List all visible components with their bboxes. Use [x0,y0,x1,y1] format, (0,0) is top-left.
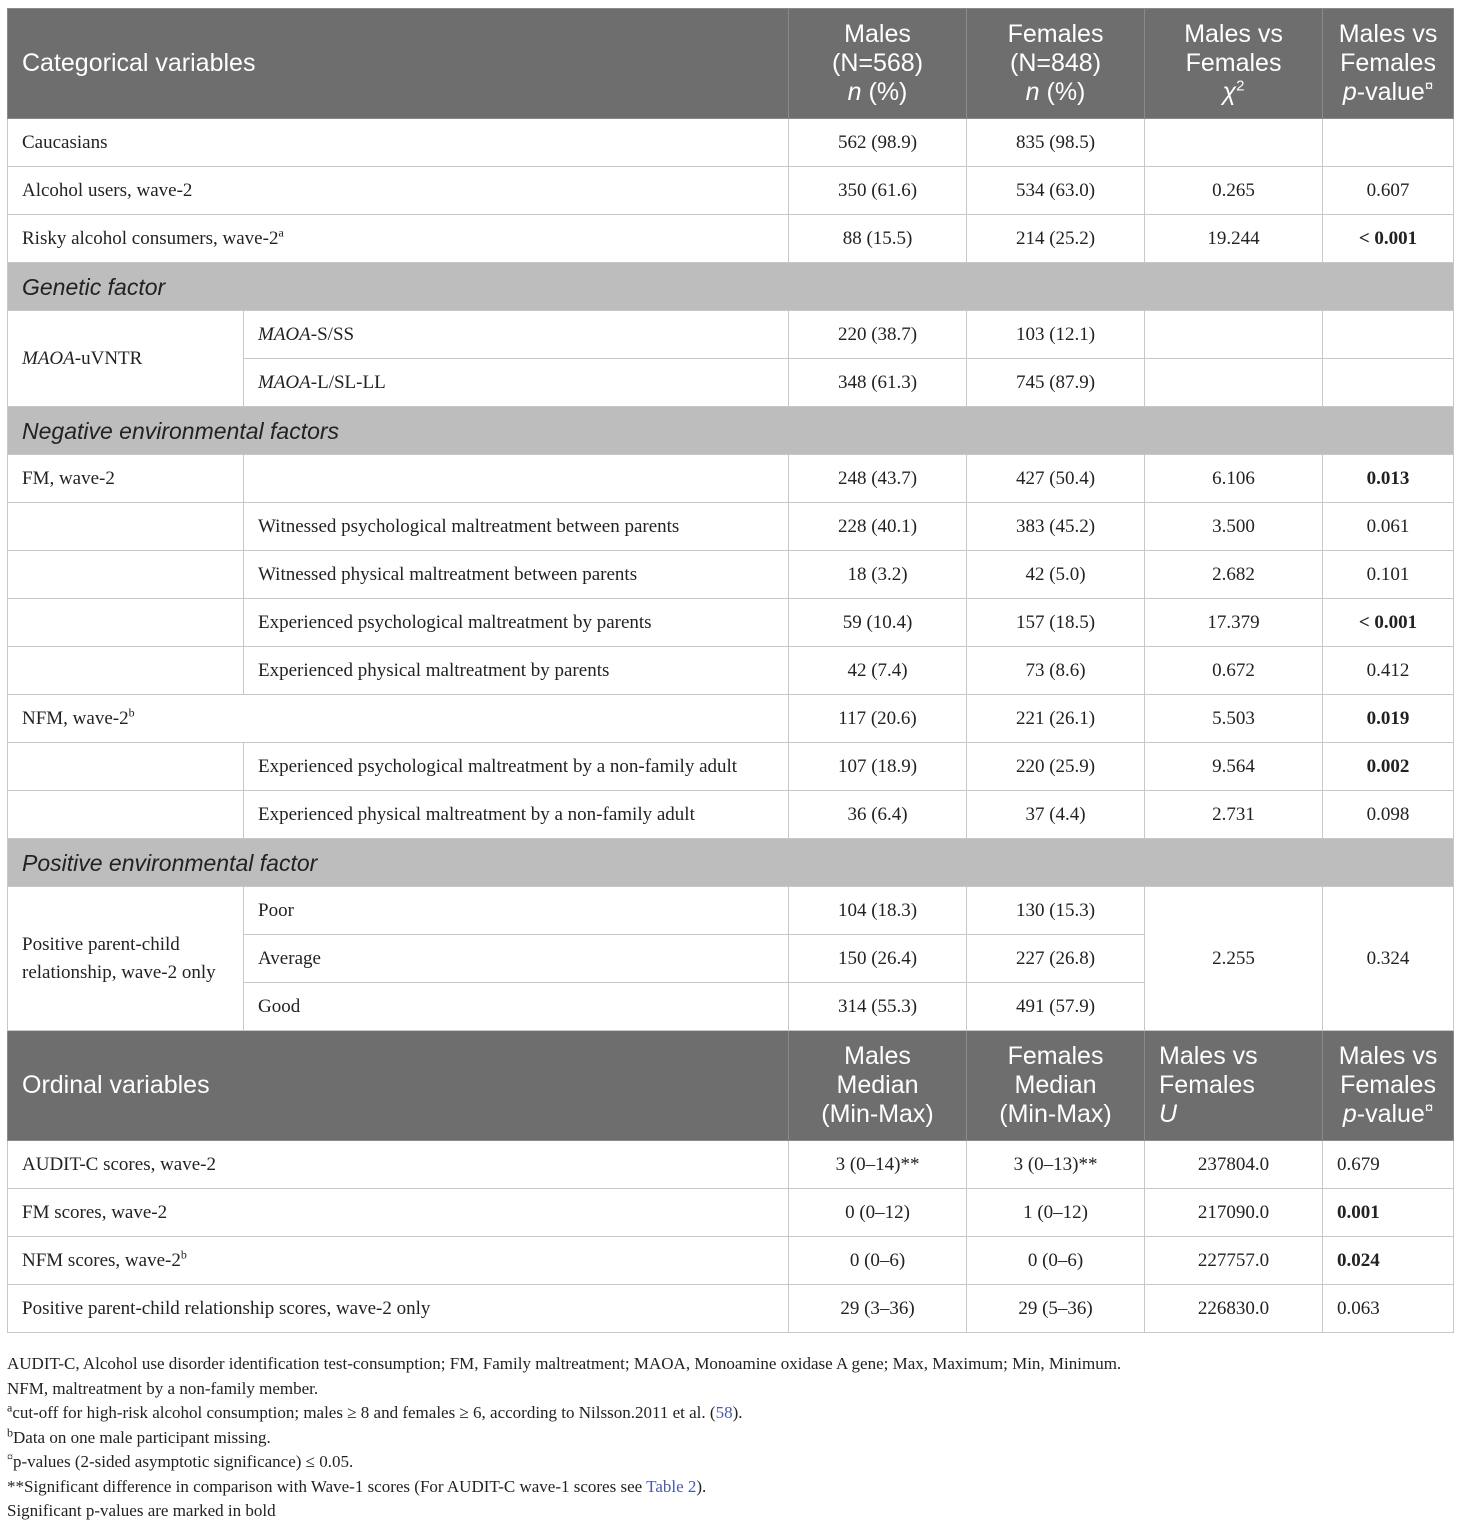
table-row [8,695,1454,743]
females-value: 835 (98.5) [967,119,1145,167]
males-value: 220 (38.7) [789,311,967,359]
p-value: 0.679 [1323,1141,1454,1189]
statistic-value: 3.500 [1145,503,1323,551]
p-value: 0.324 [1323,887,1454,1031]
p-value [1323,311,1454,359]
males-median-header: Males Median (Min-Max) [789,1031,967,1141]
table-row [8,1237,1454,1285]
statistic-value: 217090.0 [1145,1189,1323,1237]
males-value: 107 (18.9) [789,743,967,791]
females-value: 221 (26.1) [967,695,1145,743]
females-value: 42 (5.0) [967,551,1145,599]
section-row-negative [8,407,1454,455]
sub-label: Witnessed psychological maltreatment between parents [244,503,789,551]
females-value: 103 (12.1) [967,311,1145,359]
males-value: 29 (3–36) [789,1285,967,1333]
statistic-value: 5.503 [1145,695,1323,743]
chi-square-header: Males vs Females $\chi^2$ [1145,9,1323,119]
table-row [8,119,1454,167]
row-label: AUDIT-C scores, wave-2 [8,1141,789,1189]
females-value: 3 (0–13)** [967,1141,1145,1189]
p-value-header: Males vs Females p-value¤ [1323,1031,1454,1141]
statistic-value: 2.255 [1145,887,1323,1031]
table-row [8,887,1454,935]
row-label [8,503,244,551]
p-value [1323,119,1454,167]
section-title: Negative environmental factors [8,407,1454,455]
row-label [8,551,244,599]
sub-label: Experienced psychological maltreatment by a non-family adult [244,743,789,791]
section-title: Genetic factor [8,263,1454,311]
p-value: 0.063 [1323,1285,1454,1333]
table-row [8,743,1454,791]
sub-label: MAOA-S/SS [244,311,789,359]
p-value: < 0.001 [1323,599,1454,647]
statistic-value: 0.265 [1145,167,1323,215]
row-label: Caucasians [8,119,789,167]
row-label [8,599,244,647]
sub-label [244,455,789,503]
sub-label: Poor [244,887,789,935]
categorical-variables-heading: Categorical variables [8,9,789,119]
p-value: 0.013 [1323,455,1454,503]
table-row [8,215,1454,263]
females-value: 157 (18.5) [967,599,1145,647]
males-value: 3 (0–14)** [789,1141,967,1189]
row-label [8,791,244,839]
p-value: < 0.001 [1323,215,1454,263]
statistic-value: 227757.0 [1145,1237,1323,1285]
p-value: 0.061 [1323,503,1454,551]
p-value-header: Males vs Females p-value¤ [1323,9,1454,119]
ordinal-header-row [8,1031,1454,1141]
row-label: Alcohol users, wave-2 [8,167,789,215]
statistic-value: 6.106 [1145,455,1323,503]
table-row [8,1189,1454,1237]
footnote-nfm: NFM, maltreatment by a non-family member. [7,1378,319,1398]
statistic-value [1145,311,1323,359]
sub-label: Good [244,983,789,1031]
table-row [8,503,1454,551]
males-value: 348 (61.3) [789,359,967,407]
row-label: NFM, wave-2$^b$ [8,695,789,743]
females-median-header: Females Median (Min-Max) [967,1031,1145,1141]
section-row-positive [8,839,1454,887]
row-label [8,647,244,695]
table-row [8,311,1454,359]
section-row-genetic [8,263,1454,311]
footnote-double-asterisk: **Significant difference in comparison with Wave-1 scores (For AUDIT-C wave-1 scores see Table 2). [7,1476,707,1496]
section-title: Positive environmental factor [8,839,1454,887]
sub-label: MAOA-L/SL-LL [244,359,789,407]
p-value: 0.101 [1323,551,1454,599]
males-value: 104 (18.3) [789,887,967,935]
row-label: MAOA-uVNTR [8,311,244,407]
p-value: 0.098 [1323,791,1454,839]
row-label: Risky alcohol consumers, wave-2$^a$ [8,215,789,263]
categorical-header-row [8,9,1454,119]
females-value: 227 (26.8) [967,935,1145,983]
results-table [7,8,1454,1333]
table-row [8,1141,1454,1189]
females-value: 37 (4.4) [967,791,1145,839]
females-value: 214 (25.2) [967,215,1145,263]
statistic-value: 17.379 [1145,599,1323,647]
females-n-header: Females (N=848) n (%) [967,9,1145,119]
males-value: 117 (20.6) [789,695,967,743]
males-value: 350 (61.6) [789,167,967,215]
table-row [8,551,1454,599]
females-value: 220 (25.9) [967,743,1145,791]
males-value: 228 (40.1) [789,503,967,551]
statistic-value: 237804.0 [1145,1141,1323,1189]
females-value: 73 (8.6) [967,647,1145,695]
sub-label: Witnessed physical maltreatment between parents [244,551,789,599]
statistic-value: 2.731 [1145,791,1323,839]
table-row [8,599,1454,647]
sub-label: Experienced psychological maltreatment by parents [244,599,789,647]
reference-link[interactable]: 58 [715,1403,733,1422]
males-value: 88 (15.5) [789,215,967,263]
males-n-header: Males (N=568) n (%) [789,9,967,119]
sub-label: Average [244,935,789,983]
row-label: NFM scores, wave-2$^b$ [8,1237,789,1285]
table-row [8,167,1454,215]
males-value: 150 (26.4) [789,935,967,983]
females-value: 130 (15.3) [967,887,1145,935]
females-value: 1 (0–12) [967,1189,1145,1237]
p-value: 0.019 [1323,695,1454,743]
footnote-a: $^a$cut-off for high-risk alcohol consumption; males ≥ 8 and females ≥ 6, according to Nilsson.2011 et al. (58). [7,1400,743,1422]
p-value: 0.412 [1323,647,1454,695]
row-label: Positive parent-child relationship scores, wave-2 only [8,1285,789,1333]
sub-label: Experienced physical maltreatment by parents [244,647,789,695]
row-label: Positive parent-child relationship, wave-2 only [8,887,244,1031]
p-value: 0.607 [1323,167,1454,215]
table-2-link[interactable]: Table 2 [646,1476,697,1496]
females-value: 0 (0–6) [967,1237,1145,1285]
statistic-value: 0.672 [1145,647,1323,695]
footnote-currency: ¤p-values (2-sided asymptotic significance) ≤ 0.05. [7,1449,354,1471]
p-value: 0.001 [1323,1189,1454,1237]
males-value: 0 (0–6) [789,1237,967,1285]
u-statistic-header: Males vs Females U [1145,1031,1323,1141]
footnote-bold: Significant p-values are marked in bold [7,1501,276,1520]
footnote-abbreviations: AUDIT-C, Alcohol use disorder identification test-consumption; FM, Family maltreatment; MAOA, Monoamine oxidase A gene; Max, Maximum; Min, Minimum. [7,1354,1122,1373]
males-value: 314 (55.3) [789,983,967,1031]
ordinal-variables-heading: Ordinal variables [8,1031,789,1141]
males-value: 562 (98.9) [789,119,967,167]
row-label: FM, wave-2 [8,455,244,503]
statistic-value: 226830.0 [1145,1285,1323,1333]
statistic-value [1145,359,1323,407]
sub-label: Experienced physical maltreatment by a non-family adult [244,791,789,839]
table-row [8,647,1454,695]
males-value: 248 (43.7) [789,455,967,503]
females-value: 745 (87.9) [967,359,1145,407]
males-value: 36 (6.4) [789,791,967,839]
males-value: 42 (7.4) [789,647,967,695]
table-row [8,791,1454,839]
statistic-value: 2.682 [1145,551,1323,599]
statistic-value: 9.564 [1145,743,1323,791]
row-label: FM scores, wave-2 [8,1189,789,1237]
males-value: 0 (0–12) [789,1189,967,1237]
p-value [1323,359,1454,407]
row-label [8,743,244,791]
p-value: 0.002 [1323,743,1454,791]
table-footnotes [7,1352,1453,1524]
males-value: 59 (10.4) [789,599,967,647]
females-value: 534 (63.0) [967,167,1145,215]
females-value: 383 (45.2) [967,503,1145,551]
p-value: 0.024 [1323,1237,1454,1285]
females-value: 491 (57.9) [967,983,1145,1031]
footnote-b: $^b$Data on one male participant missing. [7,1424,271,1447]
statistic-value: 19.244 [1145,215,1323,263]
table-row [8,1285,1454,1333]
statistic-value [1145,119,1323,167]
females-value: 427 (50.4) [967,455,1145,503]
females-value: 29 (5–36) [967,1285,1145,1333]
table-row [8,455,1454,503]
males-value: 18 (3.2) [789,551,967,599]
